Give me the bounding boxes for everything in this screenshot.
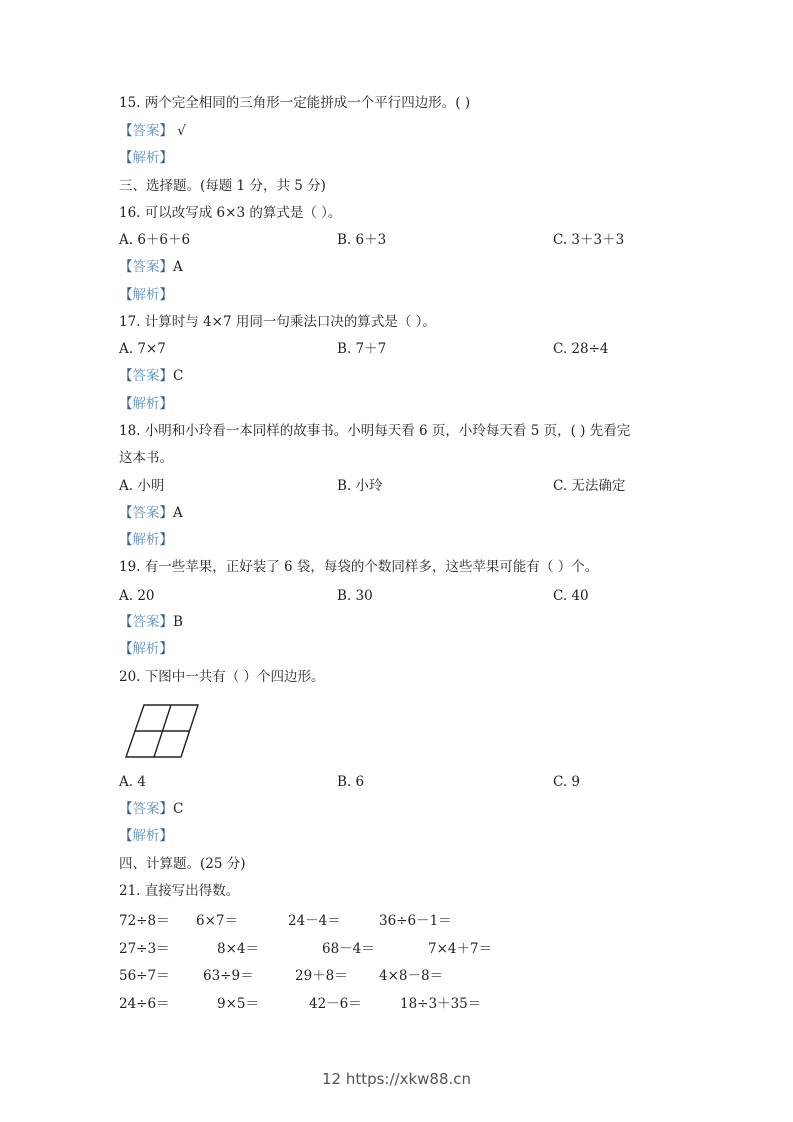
- page-footer: 12 https://xkw88.cn: [321, 1070, 472, 1088]
- question-15: 15. 两个完全相同的三角形一定能拼成一个平行四边形。( ): [119, 95, 471, 111]
- section-3-heading: 三、选择题。(每题 1 分，共 5 分): [119, 178, 326, 194]
- analysis-20: [119, 827, 173, 845]
- calc-item: 63÷9＝: [203, 968, 254, 984]
- bracket-open: 【: [119, 828, 133, 844]
- analysis-17: [119, 395, 173, 413]
- analysis-label: 解析: [132, 150, 160, 166]
- calc-item: 9×5＝: [217, 996, 259, 1012]
- calc-item: 42－6＝: [309, 996, 362, 1012]
- question-18-line-1: 18. 小明和小玲看一本同样的故事书。小明每天看 6 页，小玲每天看 5 页，( ) 先看完: [119, 423, 631, 439]
- answer-20: [119, 800, 183, 818]
- bracket-open: 【: [119, 150, 133, 166]
- option-20-c: C. 9: [553, 774, 581, 790]
- calc-item: 18÷3＋35＝: [400, 996, 482, 1012]
- calc-item: 36÷6－1＝: [379, 913, 452, 929]
- bracket-open: 【: [119, 123, 133, 139]
- calc-item: 27÷3＝: [119, 941, 170, 957]
- calc-item: 29＋8＝: [295, 968, 348, 984]
- calc-item: 7×4＋7＝: [428, 941, 493, 957]
- answer-17: [119, 367, 183, 385]
- answer-value: C: [173, 801, 184, 817]
- calc-item: 24－4＝: [288, 913, 341, 929]
- option-16-a: A. 6＋6＋6: [119, 232, 191, 248]
- option-16-c: C. 3＋3＋3: [553, 232, 625, 248]
- bracket-close: 】: [159, 287, 173, 303]
- option-19-c: C. 40: [553, 588, 589, 604]
- analysis-label: 解析: [132, 532, 160, 548]
- option-19-b: B. 30: [337, 588, 373, 604]
- bracket-close: 】: [159, 150, 173, 166]
- question-19: 19. 有一些苹果，正好装了 6 袋，每袋的个数同样多，这些苹果可能有（ ）个。: [119, 559, 599, 575]
- bracket-open: 【: [119, 614, 133, 630]
- calc-item: 72÷8＝: [119, 913, 170, 929]
- question-18-line-2: 这本书。: [119, 450, 173, 466]
- analysis-label: 解析: [132, 287, 160, 303]
- option-19-a: A. 20: [119, 588, 155, 604]
- bracket-open: 【: [119, 259, 133, 275]
- option-18-c: C. 无法确定: [553, 478, 626, 494]
- bracket-close: 】: [159, 828, 173, 844]
- bracket-close: 】: [159, 614, 173, 630]
- analysis-18: [119, 531, 173, 549]
- answer-label: 答案: [132, 801, 160, 817]
- question-16: 16. 可以改写成 6×3 的算式是（ ）。: [119, 205, 342, 221]
- analysis-19: [119, 640, 173, 658]
- answer-value: A: [173, 259, 183, 275]
- option-17-a: A. 7×7: [119, 341, 166, 357]
- parallelogram-figure: [120, 700, 205, 765]
- option-18-a: A. 小明: [119, 478, 165, 494]
- answer-19: [119, 613, 183, 631]
- option-20-b: B. 6: [337, 774, 365, 790]
- question-21: 21. 直接写出得数。: [119, 883, 240, 899]
- answer-value: A: [173, 505, 183, 521]
- calc-item: 68－4＝: [322, 941, 375, 957]
- answer-value: C: [173, 368, 184, 384]
- question-17: 17. 计算时与 4×7 用同一句乘法口决的算式是（ ）。: [119, 314, 436, 330]
- answer-16: [119, 258, 183, 276]
- option-16-b: B. 6＋3: [337, 232, 387, 248]
- answer-label: 答案: [132, 368, 160, 384]
- calc-item: 24÷6＝: [119, 996, 170, 1012]
- answer-label: 答案: [132, 123, 160, 139]
- calc-item: 56÷7＝: [119, 968, 170, 984]
- calc-item: 4×8－8＝: [379, 968, 444, 984]
- analysis-label: 解析: [132, 828, 160, 844]
- bracket-close: 】: [159, 532, 173, 548]
- answer-value: B: [173, 614, 183, 630]
- bracket-open: 【: [119, 532, 133, 548]
- bracket-close: 】: [159, 505, 173, 521]
- answer-value: √: [177, 123, 186, 139]
- bracket-close: 】: [159, 801, 173, 817]
- option-17-b: B. 7＋7: [337, 341, 387, 357]
- bracket-close: 】: [159, 259, 173, 275]
- answer-label: 答案: [132, 614, 160, 630]
- option-20-a: A. 4: [119, 774, 146, 790]
- analysis-label: 解析: [132, 641, 160, 657]
- analysis-label: 解析: [132, 396, 160, 412]
- option-18-b: B. 小玲: [337, 478, 383, 494]
- bracket-close: 】: [159, 641, 173, 657]
- bracket-open: 【: [119, 396, 133, 412]
- bracket-close: 】: [159, 396, 173, 412]
- calc-item: 8×4＝: [217, 941, 259, 957]
- answer-18: [119, 504, 183, 522]
- bracket-open: 【: [119, 801, 133, 817]
- section-4-heading: 四、计算题。(25 分): [119, 856, 246, 872]
- bracket-open: 【: [119, 368, 133, 384]
- analysis-15: [119, 149, 173, 167]
- answer-15: [119, 122, 186, 140]
- bracket-open: 【: [119, 287, 133, 303]
- calc-item: 6×7＝: [196, 913, 238, 929]
- bracket-close: 】: [159, 368, 173, 384]
- option-17-c: C. 28÷4: [553, 341, 609, 357]
- analysis-16: [119, 286, 173, 304]
- bracket-open: 【: [119, 641, 133, 657]
- answer-label: 答案: [132, 259, 160, 275]
- question-20: 20. 下图中一共有（ ）个四边形。: [119, 669, 325, 685]
- bracket-close: 】: [159, 123, 173, 139]
- answer-label: 答案: [132, 505, 160, 521]
- bracket-open: 【: [119, 505, 133, 521]
